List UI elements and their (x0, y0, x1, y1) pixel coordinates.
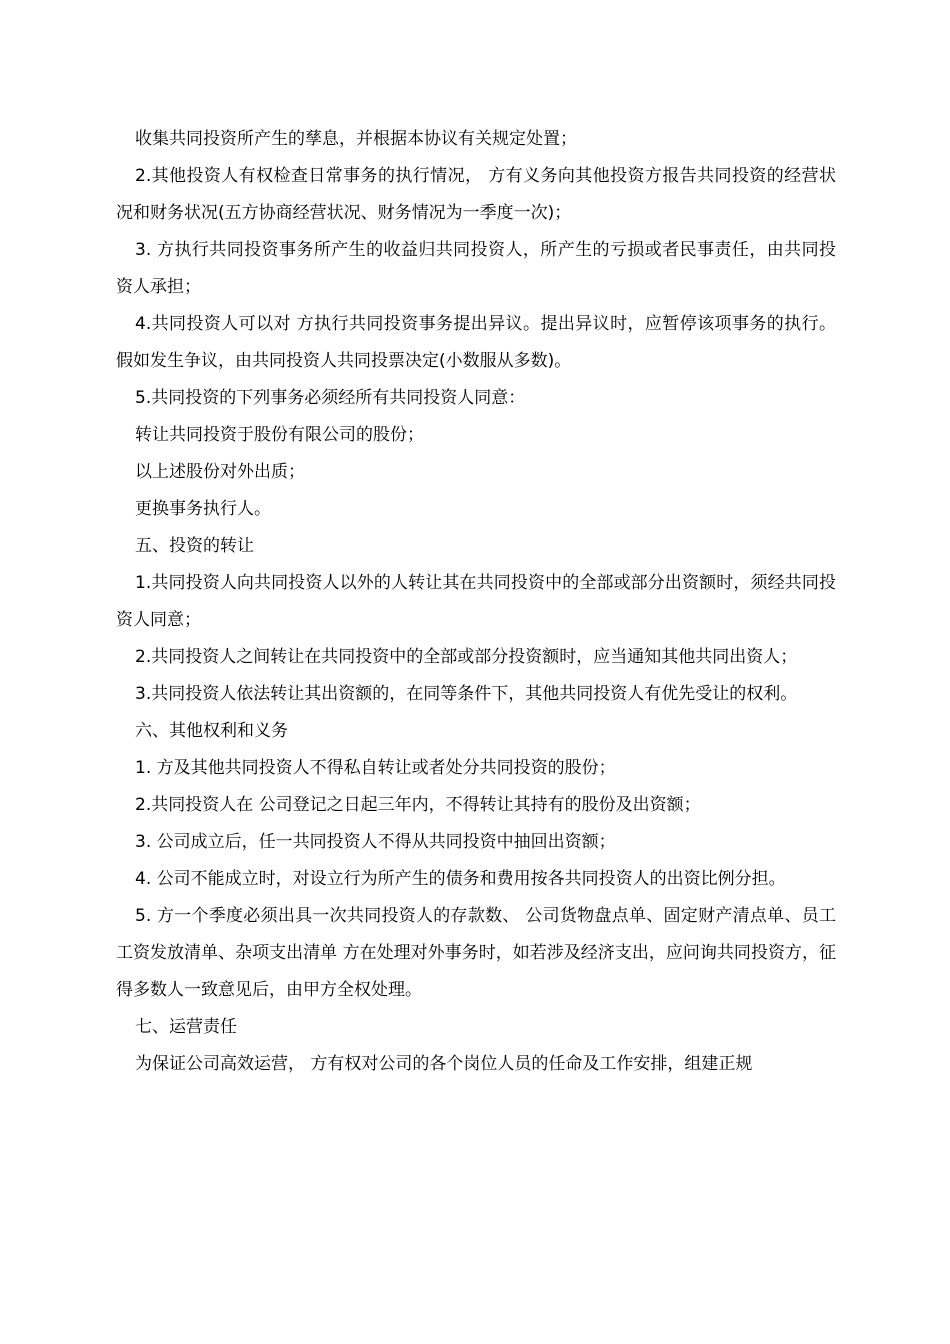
section-heading-other-rights: 六、其他权利和义务 (135, 721, 288, 741)
paragraph-failure-to-establish: 4. 公司不能成立时，对设立行为所产生的债务和费用按各共同投资人的出资比例分担。 (135, 869, 786, 889)
paragraph-unanimous-consent: 5.共同投资的下列事务必须经所有共同投资人同意： (135, 388, 526, 408)
paragraph-fruits-disposal: 收集共同投资所产生的孳息，并根据本协议有关规定处置； (135, 129, 577, 149)
paragraph-operations-authority: 为保证公司高效运营， 方有权对公司的各个岗位人员的任命及工作安排，组建正规 (135, 1054, 753, 1074)
paragraph-no-withdrawal: 3. 公司成立后，任一共同投资人不得从共同投资中抽回出资额； (135, 832, 616, 852)
paragraph-profit-loss: 3. 方执行共同投资事务所产生的收益归共同投资人，所产生的亏损或者民事责任，由共同投资人承担； (116, 240, 836, 297)
paragraph-quarterly-reports: 5. 方一个季度必须出具一次共同投资人的存款数、 公司货物盘点单、固定财产清点单、员工工资发放清单、杂项支出清单 方在处理对外事务时，如若涉及经济支出，应问询共同投资方，征得多数人一致意见后，由甲方全权处理。 (116, 906, 836, 1000)
paragraph-objection: 4.共同投资人可以对 方执行共同投资事务提出异议。提出异议时，应暂停该项事务的执行。假如发生争议，由共同投资人共同投票决定(小数服从多数)。 (116, 314, 836, 371)
paragraph-replace-executor: 更换事务执行人。 (135, 499, 271, 519)
paragraph-inspection-rights: 2.其他投资人有权检查日常事务的执行情况， 方有义务向其他投资方报告共同投资的经营状况和财务状况(五方协商经营状况、财务情况为一季度一次)； (116, 166, 836, 223)
paragraph-three-year-lock: 2.共同投资人在 公司登记之日起三年内，不得转让其持有的股份及出资额； (135, 795, 701, 815)
document-body (116, 121, 836, 1083)
paragraph-preemption: 3.共同投资人依法转让其出资额的，在同等条件下，其他共同投资人有优先受让的权利。 (135, 684, 798, 704)
section-heading-transfer: 五、投资的转让 (135, 536, 254, 556)
paragraph-transfer-outside: 1.共同投资人向共同投资人以外的人转让其在共同投资中的全部或部分出资额时，须经共同投资人同意； (116, 573, 836, 630)
paragraph-transfer-between: 2.共同投资人之间转让在共同投资中的全部或部分投资额时，应当通知其他共同出资人； (135, 647, 798, 667)
paragraph-no-private-transfer: 1. 方及其他共同投资人不得私自转让或者处分共同投资的股份； (135, 758, 616, 778)
section-heading-operations: 七、运营责任 (135, 1017, 237, 1037)
paragraph-pledge: 以上述股份对外出质； (135, 462, 305, 482)
paragraph-transfer-shares: 转让共同投资于股份有限公司的股份； (135, 425, 424, 445)
